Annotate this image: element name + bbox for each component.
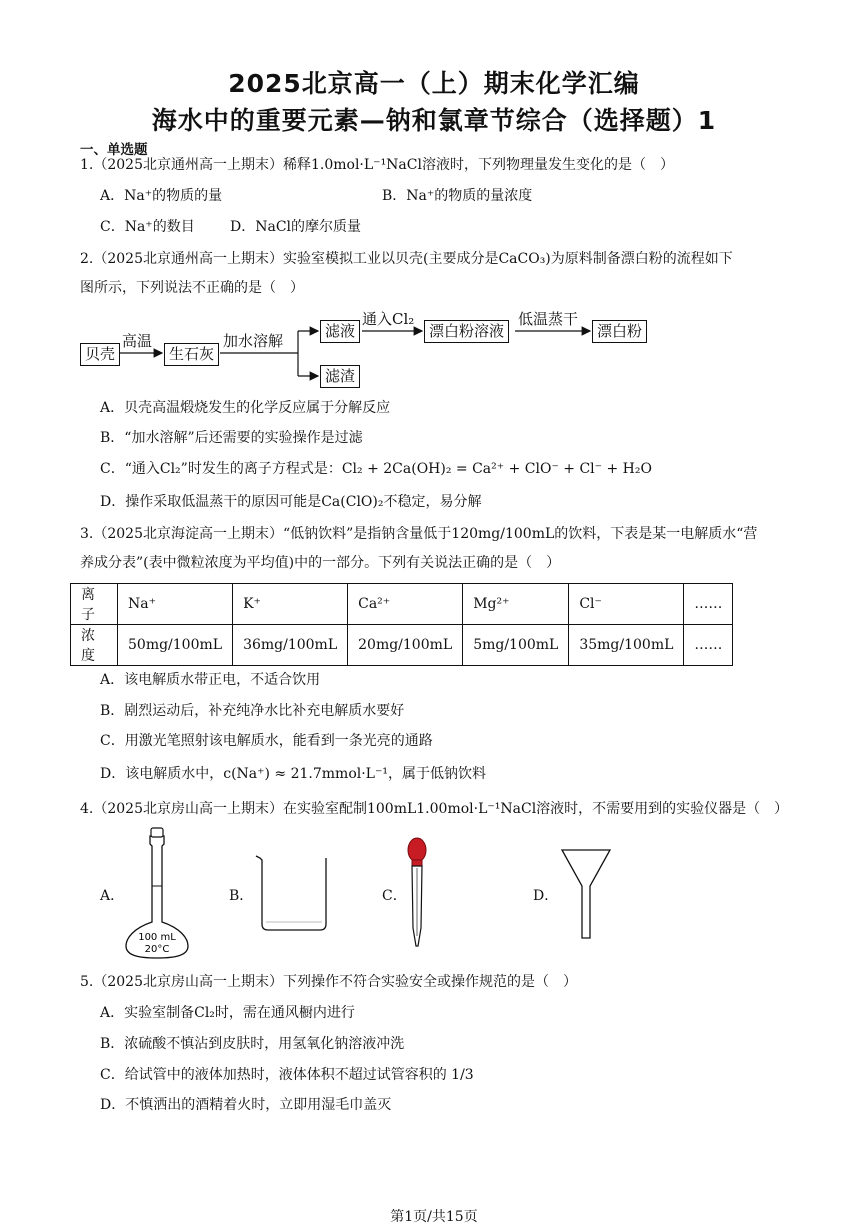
flow-box-lime: 生石灰 xyxy=(164,343,219,366)
table-cell: 20mg/100mL xyxy=(348,625,463,666)
funnel-icon xyxy=(558,846,614,942)
flow-box-filtrate: 滤液 xyxy=(320,320,360,343)
question-3-stem-line2: 养成分表”(表中微粒浓度为平均值)中的一部分。下列有关说法正确的是（ ） xyxy=(80,555,561,571)
flow-label-add-water: 加水溶解 xyxy=(223,332,284,350)
flow-label-cl2: 通入Cl₂ xyxy=(362,310,415,328)
table-cell: Cl⁻ xyxy=(569,584,684,625)
question-3-stem-line1: 3.（2025北京海淀高一上期末）“低钠饮料”是指钠含量低于120mg/100mL的饮料，下表是某一电解质水“营 xyxy=(80,526,758,542)
nutrition-table xyxy=(70,583,733,666)
document-title-line2: 海水中的重要元素—钠和氯章节综合（选择题）1 xyxy=(151,106,717,135)
question-5-option-b: B．浓硫酸不慎沾到皮肤时，用氢氧化钠溶液冲洗 xyxy=(100,1036,405,1052)
flask-volume-label: 100 mL xyxy=(138,932,176,943)
flow-label-low-temp: 低温蒸干 xyxy=(518,310,579,328)
volumetric-flask-icon xyxy=(122,826,192,960)
beaker-icon xyxy=(252,852,336,932)
flow-box-shell: 贝壳 xyxy=(80,343,120,366)
question-1-option-b: B．Na⁺的物质的量浓度 xyxy=(382,188,533,204)
question-4-option-d-label: D． xyxy=(533,888,559,904)
table-row xyxy=(71,584,733,625)
section-heading: 一、单选题 xyxy=(80,142,148,158)
question-5-option-c: C．给试管中的液体加热时，液体体积不超过试管容积的 1/3 xyxy=(100,1067,474,1083)
question-2-stem-line2: 图所示，下列说法不正确的是（ ） xyxy=(80,280,304,296)
question-2-option-d: D．操作采取低温蒸干的原因可能是Ca(ClO)₂不稳定，易分解 xyxy=(100,494,482,510)
table-cell: 浓度 xyxy=(71,625,118,666)
question-5-option-a: A．实验室制备Cl₂时，需在通风橱内进行 xyxy=(100,1005,355,1021)
table-cell: Ca²⁺ xyxy=(348,584,463,625)
table-cell: …… xyxy=(684,584,733,625)
flask-temp-label: 20°C xyxy=(144,944,170,955)
flow-label-high-temp: 高温 xyxy=(122,332,153,350)
table-cell: …… xyxy=(684,625,733,666)
table-cell: 36mg/100mL xyxy=(233,625,348,666)
question-3-option-b: B．剧烈运动后，补充纯净水比补充电解质水要好 xyxy=(100,703,405,719)
question-1-stem: 1.（2025北京通州高一上期末）稀释1.0mol·L⁻¹NaCl溶液时，下列物理量发生变化的是（ ） xyxy=(80,157,674,173)
dropper-icon xyxy=(402,836,432,950)
question-2-option-c: C．“通入Cl₂”时发生的离子方程式是：Cl₂ + 2Ca(OH)₂ = Ca²⁺ + ClO⁻ + Cl⁻ + H₂O xyxy=(100,461,652,477)
question-1-option-c: C．Na⁺的数目 xyxy=(100,219,195,235)
question-4-option-a-label: A． xyxy=(100,888,125,904)
page-footer: 第1页/共15页 xyxy=(390,1209,478,1225)
table-cell: 50mg/100mL xyxy=(118,625,233,666)
table-cell: Na⁺ xyxy=(118,584,233,625)
table-row xyxy=(71,625,733,666)
question-4-option-c-label: C． xyxy=(382,888,407,904)
table-cell: 5mg/100mL xyxy=(463,625,569,666)
flow-arrows xyxy=(0,300,868,400)
question-2-option-a: A．贝壳高温煅烧发生的化学反应属于分解反应 xyxy=(100,400,391,416)
question-2-stem-line1: 2.（2025北京通州高一上期末）实验室模拟工业以贝壳(主要成分是CaCO₃)为原料制备漂白粉的流程如下 xyxy=(80,251,733,267)
question-2-option-b: B．“加水溶解”后还需要的实验操作是过滤 xyxy=(100,430,363,446)
question-5-option-d: D．不慎洒出的酒精着火时，立即用湿毛巾盖灭 xyxy=(100,1097,392,1113)
table-cell: K⁺ xyxy=(233,584,348,625)
question-4-stem: 4.（2025北京房山高一上期末）在实验室配制100mL1.00mol·L⁻¹NaCl溶液时，不需要用到的实验仪器是（ ） xyxy=(80,801,789,817)
flow-box-bleach-solution: 漂白粉溶液 xyxy=(424,320,509,343)
question-4-option-b-label: B． xyxy=(229,888,254,904)
table-cell: Mg²⁺ xyxy=(463,584,569,625)
flow-box-residue: 滤渣 xyxy=(320,365,360,388)
question-1-option-d: D．NaCl的摩尔质量 xyxy=(230,219,362,235)
document-title-line1: 2025北京高一（上）期末化学汇编 xyxy=(228,69,640,98)
table-cell: 35mg/100mL xyxy=(569,625,684,666)
question-1-option-a: A．Na⁺的物质的量 xyxy=(100,188,223,204)
question-5-stem: 5.（2025北京房山高一上期末）下列操作不符合实验安全或操作规范的是（ ） xyxy=(80,974,577,990)
question-3-option-d: D．该电解质水中，c(Na⁺) ≈ 21.7mmol·L⁻¹，属于低钠饮料 xyxy=(100,766,486,782)
flow-box-bleach-powder: 漂白粉 xyxy=(592,320,647,343)
question-3-option-a: A．该电解质水带正电，不适合饮用 xyxy=(100,672,321,688)
question-3-option-c: C．用激光笔照射该电解质水，能看到一条光亮的通路 xyxy=(100,733,433,749)
table-cell: 离子 xyxy=(71,584,118,625)
